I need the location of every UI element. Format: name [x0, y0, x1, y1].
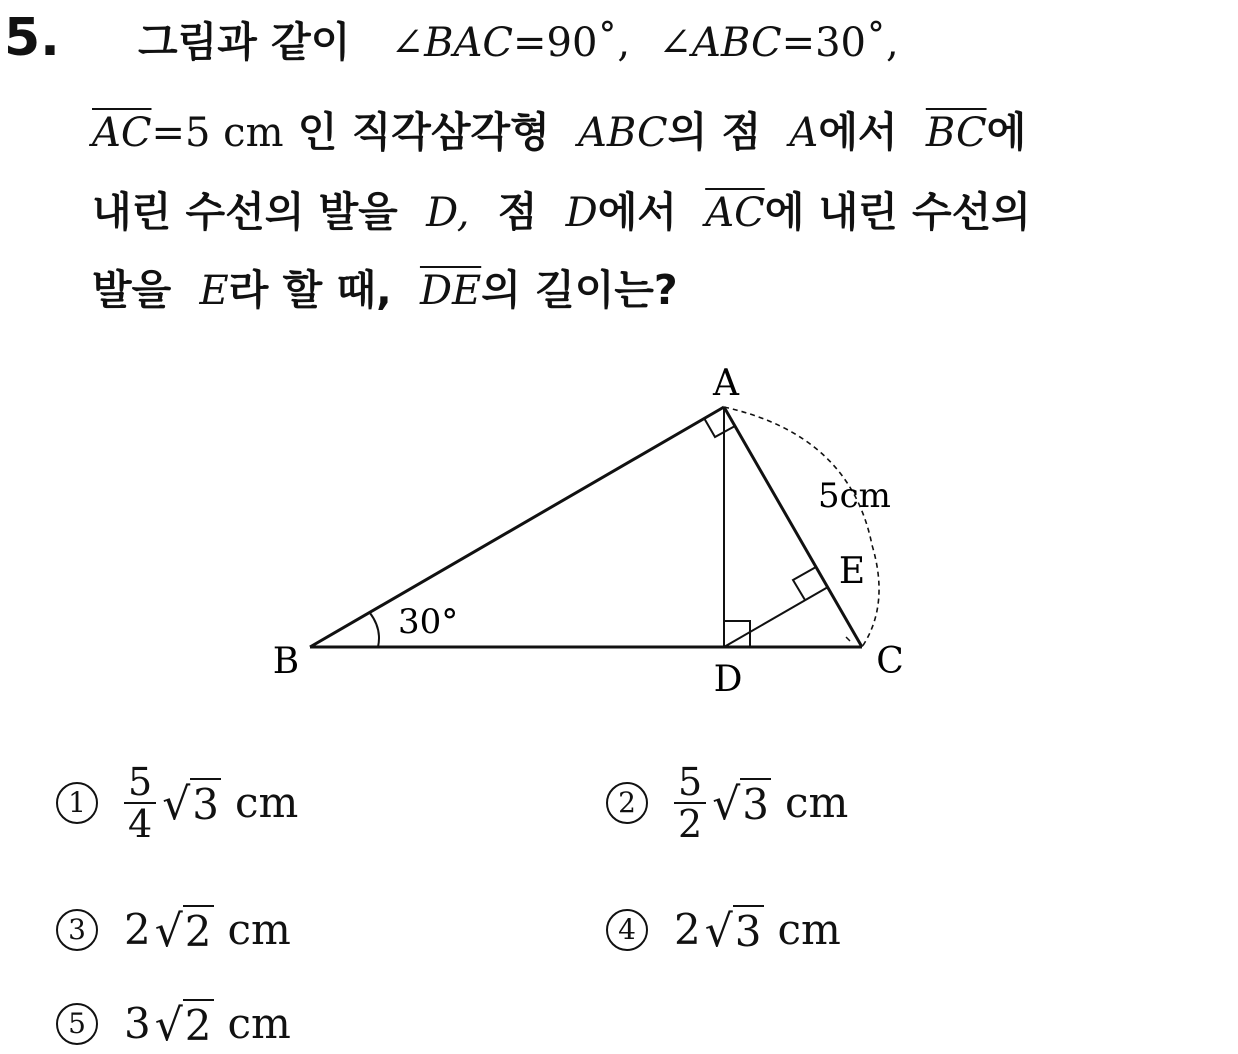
choice-3[interactable] [56, 902, 291, 957]
question-text: 에 [986, 108, 1027, 156]
choice-marker: 3 [56, 909, 98, 951]
question-text: 에 내린 수선의 [764, 188, 1031, 236]
unit: cm [227, 999, 291, 1048]
coefficient: 2 [124, 905, 151, 954]
question-line-3 [92, 184, 1031, 241]
choice-marker: 2 [606, 782, 648, 824]
square-root: √3 [162, 778, 219, 830]
angle-bac: ∠BAC [390, 20, 513, 66]
segment-ac-length: =5 cm [151, 110, 284, 156]
radicand: 2 [184, 1000, 212, 1050]
numerator: 5 [674, 762, 706, 804]
question-text: 점 [497, 188, 538, 236]
choice-4[interactable] [606, 902, 841, 957]
point-a: A [789, 110, 819, 156]
point-d: D [565, 190, 598, 236]
label-e: E [838, 551, 866, 592]
label-length: 5cm [818, 476, 891, 516]
length-arc [724, 407, 879, 647]
question-number: 5. [4, 8, 60, 68]
choice-5[interactable] [56, 996, 291, 1051]
denominator: 4 [128, 802, 153, 846]
question-text: 라 할 때, [228, 266, 392, 314]
question-line-2 [92, 104, 1026, 161]
perpendicular-de [724, 587, 828, 647]
radicand: 3 [742, 779, 769, 829]
label-d: D [713, 659, 743, 700]
radicand: 3 [734, 906, 762, 956]
question-text: 인 직각삼각형 [297, 108, 550, 156]
unit: cm [784, 778, 849, 827]
angle-abc-value: =30˚, [781, 20, 899, 66]
square-root: √3 [704, 905, 762, 957]
angle-tick-c [846, 637, 850, 641]
question-text: 내린 수선의 발을 [92, 188, 398, 236]
side-ac [724, 407, 862, 647]
question-text: 의 점 [667, 108, 762, 156]
choice-marker: 5 [56, 1003, 98, 1045]
unit: cm [777, 905, 841, 954]
segment-de: $\overline{DE}$ [419, 268, 482, 314]
point-e: E [199, 268, 229, 314]
angle-abc: ∠ABC [658, 20, 782, 66]
question-line-4 [92, 262, 678, 319]
choice-marker: 4 [606, 909, 648, 951]
choice-1[interactable] [56, 762, 298, 844]
choice-marker: 1 [56, 782, 98, 824]
question-text: 에서 [597, 188, 677, 236]
question-text: 에서 [818, 108, 898, 156]
unit: cm [227, 905, 291, 954]
triangle-abc: ABC [578, 110, 668, 156]
fraction [124, 762, 156, 844]
segment-ac: $\overline{AC}$ [92, 110, 152, 156]
segment-ac: $\overline{AC}$ [705, 190, 765, 236]
radicand: 2 [184, 906, 212, 956]
choice-2[interactable] [606, 762, 848, 844]
numerator: 5 [124, 762, 156, 804]
side-ab [310, 407, 724, 647]
label-c: C [876, 641, 904, 682]
angle-bac-value: =90˚, [513, 20, 631, 66]
coefficient: 3 [124, 999, 151, 1048]
question-line-1 [138, 14, 899, 71]
label-angle-30: 30° [398, 602, 459, 642]
label-a: A [713, 363, 739, 404]
question-text: 의 길이는? [481, 266, 678, 314]
radicand: 3 [192, 779, 219, 829]
angle-arc-b [370, 613, 379, 647]
segment-bc: $\overline{BC}$ [925, 110, 987, 156]
triangle-figure [250, 355, 930, 705]
square-root: √2 [154, 905, 212, 957]
coefficient: 2 [674, 905, 701, 954]
fraction [674, 762, 706, 844]
unit: cm [234, 778, 299, 827]
label-b: B [272, 641, 300, 682]
square-root: √2 [154, 999, 212, 1051]
question-text: 그림과 같이 [138, 18, 351, 66]
square-root: √3 [712, 778, 769, 830]
denominator: 2 [678, 802, 703, 846]
point-d: D, [426, 190, 470, 236]
question-text: 발을 [92, 266, 172, 314]
